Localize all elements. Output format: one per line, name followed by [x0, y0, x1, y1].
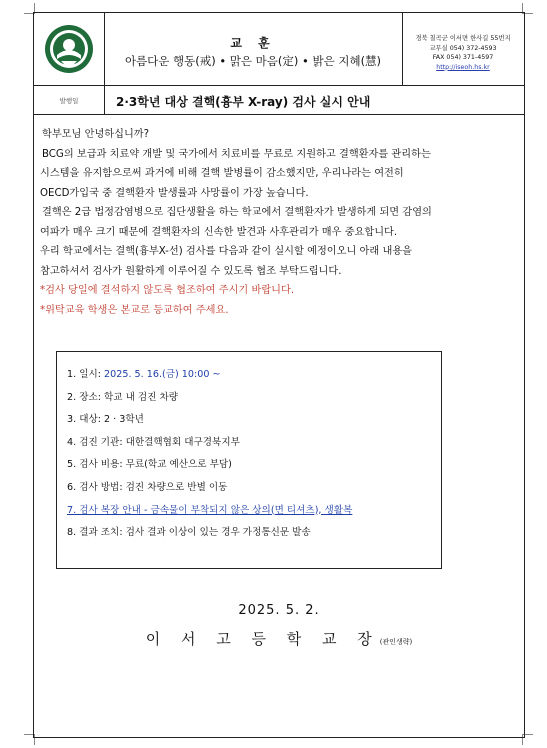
detail-date-value: 2025. 5. 16.(금) 10:00 ~ — [104, 369, 221, 380]
motto-title: 교 훈 — [230, 36, 276, 50]
detail-item-cost: 5. 검사 비용: 무료(학교 예산으로 부담) — [67, 459, 232, 471]
exam-details-list — [57, 352, 441, 545]
school-motto — [104, 13, 403, 85]
address-line: 경북 칠곡군 이서면 한사길 55번지 — [415, 35, 511, 42]
exam-details-box — [56, 351, 442, 569]
body-line: 여파가 매우 크기 때문에 결핵환자의 신속한 발견과 사후관리가 매우 중요합니다. — [40, 226, 398, 238]
motto-text: 아름다운 행동(戒) • 맑은 마음(定) • 밝은 지혜(慧) — [124, 54, 382, 68]
school-emblem-icon — [43, 23, 95, 75]
school-logo — [34, 13, 105, 85]
detail-item-date — [67, 364, 441, 387]
notice-attendance: *검사 당일에 결석하지 않도록 협조하여 주시기 바랍니다. — [40, 285, 295, 296]
signer-name: 이 서 고 등 학 교 장 — [145, 630, 380, 648]
fax-line: FAX 054) 371-4597 — [432, 54, 494, 61]
body-line: 결핵은 2급 법정감염병으로 집단생활을 하는 학교에서 결핵환자가 발생하게 되면 감염의 — [42, 207, 432, 218]
document-title: 2·3학년 대상 결핵(흉부 X-ray) 검사 실시 안내 — [116, 95, 371, 109]
document-page — [33, 12, 525, 738]
detail-item-result: 8. 결과 조치: 검사 결과 이상이 있는 경우 가정통신문 발송 — [67, 527, 311, 539]
phone-line: 교무실 054) 372-4593 — [429, 44, 497, 52]
issue-date: 2025. 5. 2. — [238, 603, 320, 618]
contact-info — [402, 13, 524, 85]
detail-date-label: 1. 일시: — [67, 369, 105, 380]
body-line: 시스템을 유지함으로써 과거에 비해 결핵 발병률이 감소했지만, 우리나라는 여전히 — [40, 168, 404, 179]
greeting: 학부모님 안녕하십니까? — [42, 129, 150, 140]
principal-signature — [34, 628, 524, 649]
letter-body — [34, 125, 524, 320]
letterhead — [34, 13, 524, 86]
subject-row — [34, 86, 524, 115]
issue-label: 발행일 — [34, 86, 105, 114]
detail-item-location: 2. 장소: 학교 내 검진 차량 — [67, 391, 179, 403]
body-line: 참고하셔서 검사가 원활하게 이루어질 수 있도록 협조 부탁드립니다. — [40, 265, 342, 277]
body-line: OECD가입국 중 결핵환자 발생률과 사망률이 가장 높습니다. — [40, 187, 309, 199]
detail-item-method: 6. 검사 방법: 검진 차량으로 반별 이동 — [67, 481, 228, 493]
notice-consignment: *위탁교육 학생은 본교로 등교하여 주세요. — [40, 304, 229, 316]
detail-item-target: 3. 대상: 2 · 3학년 — [67, 414, 144, 426]
body-line: BCG의 보급과 치료약 개발 및 국가에서 치료비를 무료로 지원하고 결핵환자를 관리하는 — [42, 148, 431, 160]
school-website-link[interactable]: http://iseoh.hs.kr — [436, 63, 490, 71]
detail-item-attire-link[interactable]: 7. 검사 복장 안내 - 금속물이 부착되지 않은 상의(면 티셔츠), 생활복 — [67, 504, 353, 516]
seal-note: (관인생략) — [379, 638, 413, 646]
body-line: 우리 학교에서는 결핵(흉부X-선) 검사를 다음과 같이 실시할 예정이오니 아래 내용을 — [40, 246, 412, 257]
detail-item-institution: 4. 검진 기관: 대한결핵협회 대구경북지부 — [67, 436, 240, 448]
